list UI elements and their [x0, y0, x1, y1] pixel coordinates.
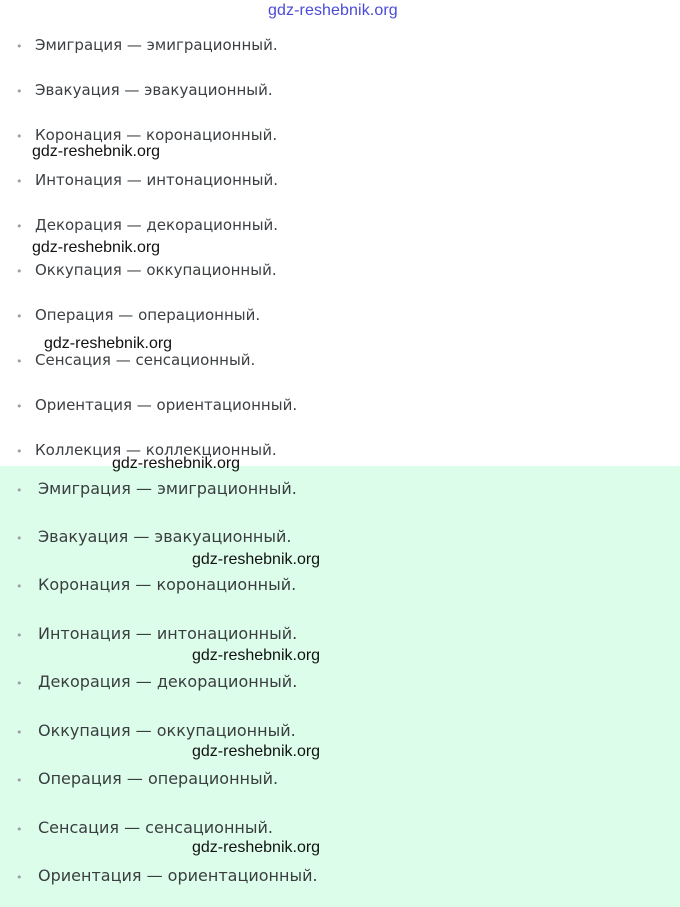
header-watermark: gdz-reshebnik.org	[268, 2, 398, 19]
watermark: gdz-reshebnik.org	[192, 839, 321, 856]
list-item-text: Декорация — декорационный.	[35, 216, 279, 234]
bullet-icon: •	[16, 175, 23, 188]
watermark: gdz-reshebnik.org	[192, 647, 321, 664]
watermark: gdz-reshebnik.org	[44, 335, 173, 352]
watermark: gdz-reshebnik.org	[32, 143, 161, 160]
list-item-text: Сенсация — сенсационный.	[38, 818, 273, 837]
bullet-icon: •	[16, 130, 23, 143]
watermark: gdz-reshebnik.org	[192, 551, 321, 568]
bullet-icon: •	[16, 310, 23, 323]
list-item-text: Коронация — коронационный.	[38, 575, 297, 594]
bullet-icon: •	[16, 580, 23, 593]
bullet-icon: •	[16, 265, 23, 278]
list-item-text: Интонация — интонационный.	[35, 171, 279, 189]
list-item-text: Декорация — декорационный.	[38, 672, 298, 691]
bullet-icon: •	[16, 400, 23, 413]
bullet-icon: •	[16, 355, 23, 368]
bullet-icon: •	[16, 629, 23, 642]
list-item-text: Ориентация — ориентационный.	[35, 396, 298, 414]
bullet-icon: •	[16, 85, 23, 98]
list-item-text: Оккупация — оккупационный.	[35, 261, 277, 279]
list-item-text: Эвакуация — эвакуационный.	[38, 527, 292, 546]
list-item-text: Операция — операционный.	[38, 769, 279, 788]
bullet-icon: •	[16, 484, 23, 497]
list-item-text: Эвакуация — эвакуационный.	[35, 81, 273, 99]
list-item-text: Ориентация — ориентационный.	[38, 866, 318, 885]
watermark: gdz-reshebnik.org	[112, 455, 241, 472]
list-item-text: Интонация — интонационный.	[38, 624, 298, 643]
bullet-icon: •	[16, 40, 23, 53]
watermark: gdz-reshebnik.org	[32, 239, 161, 256]
list-item-text: Коронация — коронационный.	[35, 126, 278, 144]
watermark: gdz-reshebnik.org	[192, 743, 321, 760]
bullet-icon: •	[16, 445, 23, 458]
list-item-text: Операция — операционный.	[35, 306, 261, 324]
bullet-icon: •	[16, 823, 23, 836]
list-item-text: Сенсация — сенсационный.	[35, 351, 256, 369]
list-item-text: Эмиграция — эмиграционный.	[38, 479, 297, 498]
bullet-icon: •	[16, 774, 23, 787]
bullet-icon: •	[16, 677, 23, 690]
list-item-text: Коллекция — коллекционный.	[35, 441, 277, 459]
bullet-icon: •	[16, 726, 23, 739]
bottom-answer-section	[0, 466, 680, 907]
list-item-text: Оккупация — оккупационный.	[38, 721, 296, 740]
bullet-icon: •	[16, 220, 23, 233]
list-item-text: Эмиграция — эмиграционный.	[35, 36, 278, 54]
bullet-icon: •	[16, 532, 23, 545]
bullet-icon: •	[16, 871, 23, 884]
